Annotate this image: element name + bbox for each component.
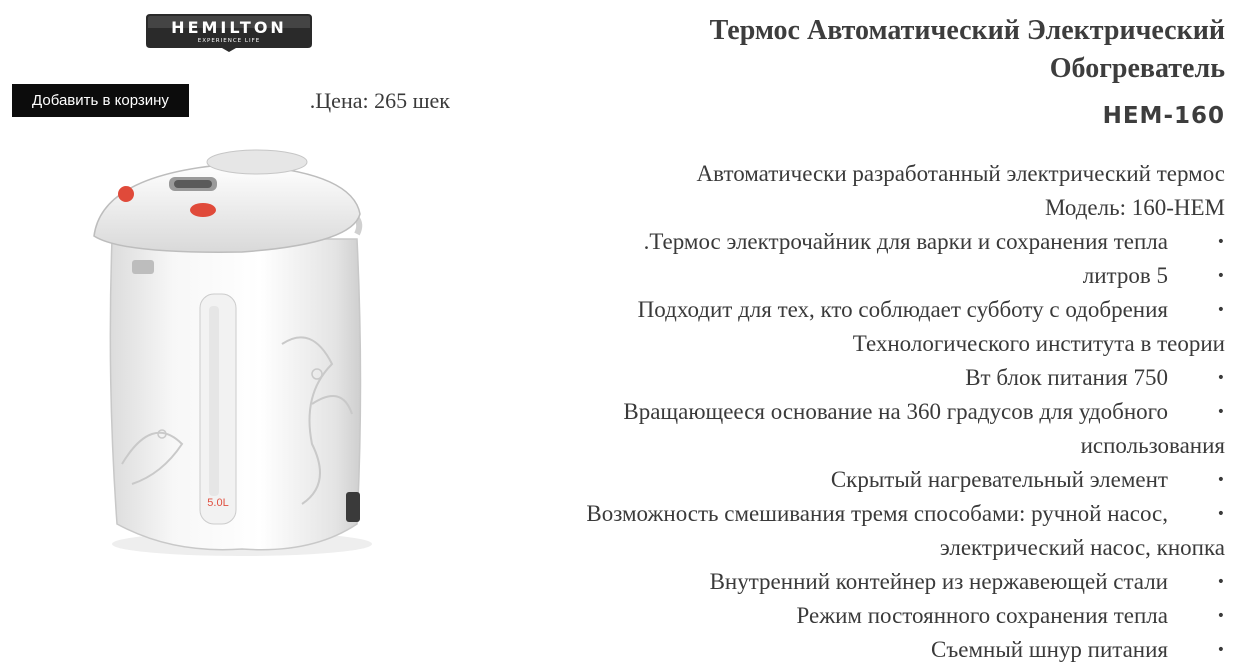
bullet-icon: •: [1216, 642, 1225, 658]
product-title-line2: Обогреватель: [1049, 53, 1225, 84]
list-item: [505, 361, 1225, 395]
bullet-icon: •: [1216, 574, 1225, 590]
product-description: [525, 157, 1225, 225]
bullet-icon: •: [1216, 302, 1225, 318]
feature-text: Съемный шнур питания: [931, 637, 1168, 662]
model-heading: HEM-160: [1102, 103, 1225, 129]
thermo-pot-illustration: [12, 144, 449, 582]
list-item: [505, 497, 1225, 565]
brand-logo: [146, 14, 312, 52]
list-item: [505, 395, 1225, 463]
capacity-label: 5.0L: [207, 497, 229, 509]
product-title: [525, 12, 1225, 88]
feature-text: Скрытый нагревательный элемент: [830, 467, 1168, 492]
feature-text: Внутренний контейнер из нержавеющей стали: [709, 569, 1168, 594]
model-line: Модель: 160-HEM: [1044, 195, 1225, 220]
bullet-icon: •: [1216, 472, 1225, 488]
product-image[interactable]: [12, 144, 449, 582]
product-title-line1: Термос Автоматический Электрический: [709, 15, 1225, 46]
bullet-icon: •: [1216, 268, 1225, 284]
feature-text-continued: использования: [1080, 433, 1225, 458]
list-item: [505, 633, 1225, 667]
feature-list: [505, 225, 1225, 667]
feature-text: Режим постоянного сохранения тепла: [796, 603, 1168, 628]
list-item: [505, 225, 1225, 259]
feature-text-continued: Технологического института в теории: [852, 331, 1225, 356]
feature-text: .Термос электрочайник для варки и сохранения тепла: [643, 229, 1168, 254]
bullet-icon: •: [1216, 404, 1225, 420]
feature-text: литров 5: [1082, 263, 1168, 288]
logo-wordmark: HEMILTON: [171, 18, 287, 37]
price-label: .Цена: 265 шек: [309, 88, 450, 113]
description-text: Автоматически разработанный электрический термос: [696, 161, 1225, 186]
feature-text-continued: электрический насос, кнопка: [939, 535, 1225, 560]
list-item: [505, 565, 1225, 599]
feature-text: Вт блок питания 750: [965, 365, 1168, 390]
bullet-icon: •: [1216, 506, 1225, 522]
list-item: [505, 599, 1225, 633]
logo-badge: [146, 14, 312, 52]
bullet-icon: •: [1216, 370, 1225, 386]
feature-text: Подходит для тех, кто соблюдает субботу с одобрения: [637, 297, 1168, 322]
add-to-cart-button[interactable]: Добавить в корзину: [12, 84, 189, 117]
list-item: [505, 463, 1225, 497]
logo-tagline: EXPERIENCE LIFE: [197, 38, 261, 44]
bullet-icon: •: [1216, 234, 1225, 250]
feature-text: Возможность смешивания тремя способами: ручной насос,: [586, 501, 1168, 526]
list-item: [505, 259, 1225, 293]
bullet-icon: •: [1216, 608, 1225, 624]
feature-text: Вращающееся основание на 360 градусов для удобного: [623, 399, 1168, 424]
list-item: [505, 293, 1225, 361]
